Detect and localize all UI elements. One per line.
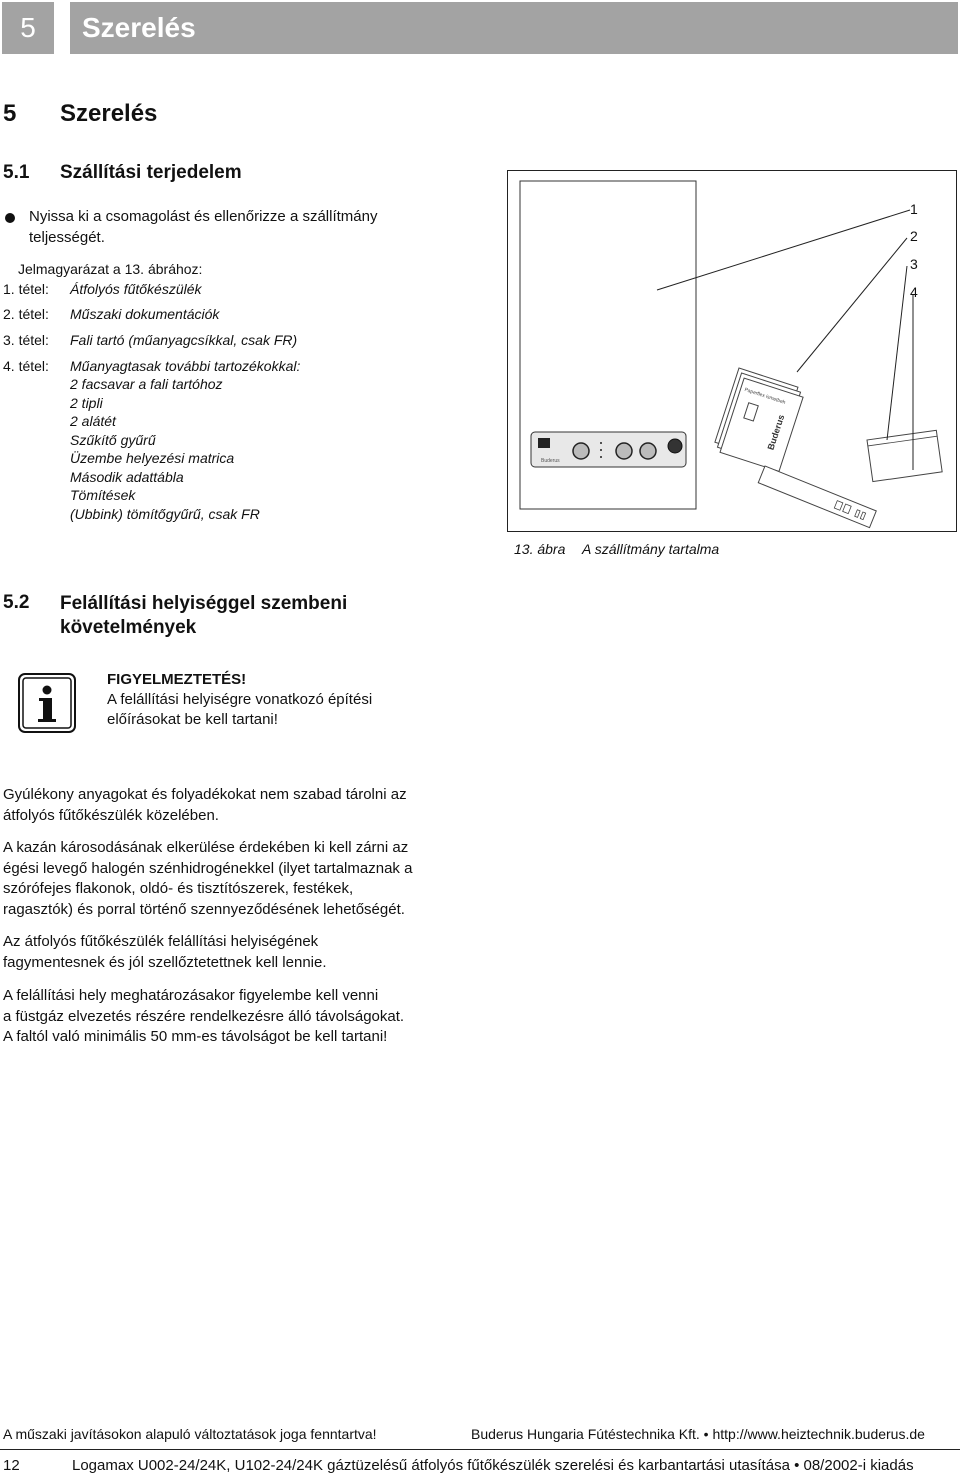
legend-key: 3. tétel: [3, 332, 49, 348]
legend-subitem: Szűkítő gyűrű [70, 431, 156, 448]
paragraph-line: ragasztók) és porral történő szennyeződésének lehetőségét. [3, 900, 405, 918]
panel-knob [616, 443, 632, 459]
paragraph [3, 932, 327, 973]
figure-frame [507, 170, 957, 532]
legend-text: Átfolyós fűtőkészülék [70, 281, 202, 297]
panel-knob [573, 443, 589, 459]
subsection-title-line: követelmények [60, 617, 197, 638]
paragraph-line: szórófejes flakonok, oldó- és tisztítószerek, festékek, [3, 880, 354, 897]
figure-caption-number: 13. ábra [514, 541, 566, 557]
legend-text: Műanyagtasak további tartozékokkal: [70, 358, 301, 374]
callout-3: 3 [910, 256, 918, 272]
panel-switch [538, 438, 550, 448]
legend-subitem: 2 tipli [70, 394, 103, 411]
bullet-line: Nyissa ki a csomagolást és ellenőrizze a szállítmány [29, 208, 378, 225]
legend-text: Műszaki dokumentációk [70, 306, 220, 322]
callout-2: 2 [910, 228, 918, 244]
accessory-bag [867, 430, 942, 481]
legend-key: 4. tétel: [3, 358, 49, 374]
legend-subitem: Második adattábla [70, 468, 184, 485]
subsection-title [60, 592, 347, 640]
bullet-line: teljességét. [29, 228, 105, 246]
subsection-number: 5.2 [3, 592, 30, 613]
footer-right: Buderus Hungaria Fútéstechnika Kft. • http://www.heiztechnik.buderus.de [471, 1426, 925, 1442]
paragraph-line: A kazán károsodásának elkerülése érdekében ki kell zárni az [3, 839, 409, 856]
documents-illustration [712, 368, 805, 471]
footer-document: Logamax U002-24/24K, U102-24/24K gáztüzelésű átfolyós fűtőkészülék szerelési és karbantartási utasítása • 08/2002-i kiadás [72, 1457, 914, 1474]
wall-bracket-strip [758, 466, 876, 528]
subsection-title: Szállítási terjedelem [60, 162, 242, 183]
section-number: 5 [3, 100, 17, 127]
bullet-text [29, 207, 377, 248]
chapter-number-box [2, 2, 54, 54]
footer-divider [0, 1449, 960, 1450]
paragraph-line: égési levegő halogén szénhidrogénekkel (ilyet tartalmaznak a [3, 859, 413, 877]
leader-line-2 [797, 238, 907, 372]
panel-knob [640, 443, 656, 459]
legend-subitem: 2 alátét [70, 413, 116, 429]
section-title: Szerelés [60, 100, 158, 127]
subsection-title-line: Felállítási helyiséggel szembeni [60, 593, 348, 614]
legend-subitem: 2 facsavar a fali tartóhoz [70, 376, 223, 392]
leader-line-3 [887, 266, 907, 440]
figure-caption-text: A szállítmány tartalma [582, 541, 720, 557]
paragraph-line: Gyúlékony anyagokat és folyadékokat nem szabad tárolni az [3, 786, 407, 803]
warning-title: FIGYELMEZTETÉS! [107, 671, 247, 688]
paragraph-line: Az átfolyós fűtőkészülék felállítási helyiségének [3, 933, 319, 950]
legend-subitem: Üzembe helyezési matrica [70, 450, 235, 466]
footer-left: A műszaki javításokon alapuló változtatások joga fenntartva! [3, 1426, 377, 1442]
figure-illustration [507, 170, 957, 532]
paragraph [3, 986, 404, 1048]
doc-label: Paperflex ismetbeh [743, 386, 787, 406]
subsection-number: 5.1 [3, 162, 30, 183]
legend-subitems [70, 375, 260, 523]
panel-brand: Buderus [541, 458, 560, 464]
paragraph-line: a füstgáz elvezetés részére rendelkezésre álló távolságokat. [3, 1007, 405, 1025]
chapter-title: Szerelés [82, 12, 196, 43]
paragraph-line: A faltól való minimális 50 mm-es távolságot be kell tartani! [3, 1028, 388, 1045]
callout-1: 1 [910, 201, 918, 217]
bullet-dot [5, 213, 15, 223]
info-icon [18, 673, 76, 733]
chapter-number: 5 [20, 12, 36, 43]
paragraph [3, 785, 407, 826]
legend-subitem: (Ubbink) tömítőgyűrű, csak FR [70, 505, 260, 522]
paragraph [3, 838, 412, 920]
legend-key: 2. tétel: [3, 306, 49, 322]
warning-line: A felállítási helyiségre vonatkozó építési [107, 691, 373, 708]
warning-box [107, 670, 372, 730]
legend-key: 1. tétel: [3, 281, 49, 297]
paragraph-line: fagymentesnek és jól szellőztetettnek kell lennie. [3, 953, 327, 971]
legend-subitem: Tömítések [70, 487, 136, 503]
warning-line: előírásokat be kell tartani! [107, 711, 278, 728]
chapter-title-bar [70, 2, 958, 54]
doc-brand: Buderus [765, 413, 787, 452]
legend-title: Jelmagyarázat a 13. ábrához: [18, 261, 203, 277]
paragraph-line: A felállítási hely meghatározásakor figyelembe kell venni [3, 987, 379, 1004]
paragraph-line: átfolyós fűtőkészülék közelében. [3, 806, 219, 824]
page-number: 12 [3, 1457, 20, 1474]
panel-button [668, 439, 682, 453]
legend-text: Fali tartó (műanyagcsíkkal, csak FR) [70, 332, 298, 348]
callout-4: 4 [910, 284, 918, 300]
